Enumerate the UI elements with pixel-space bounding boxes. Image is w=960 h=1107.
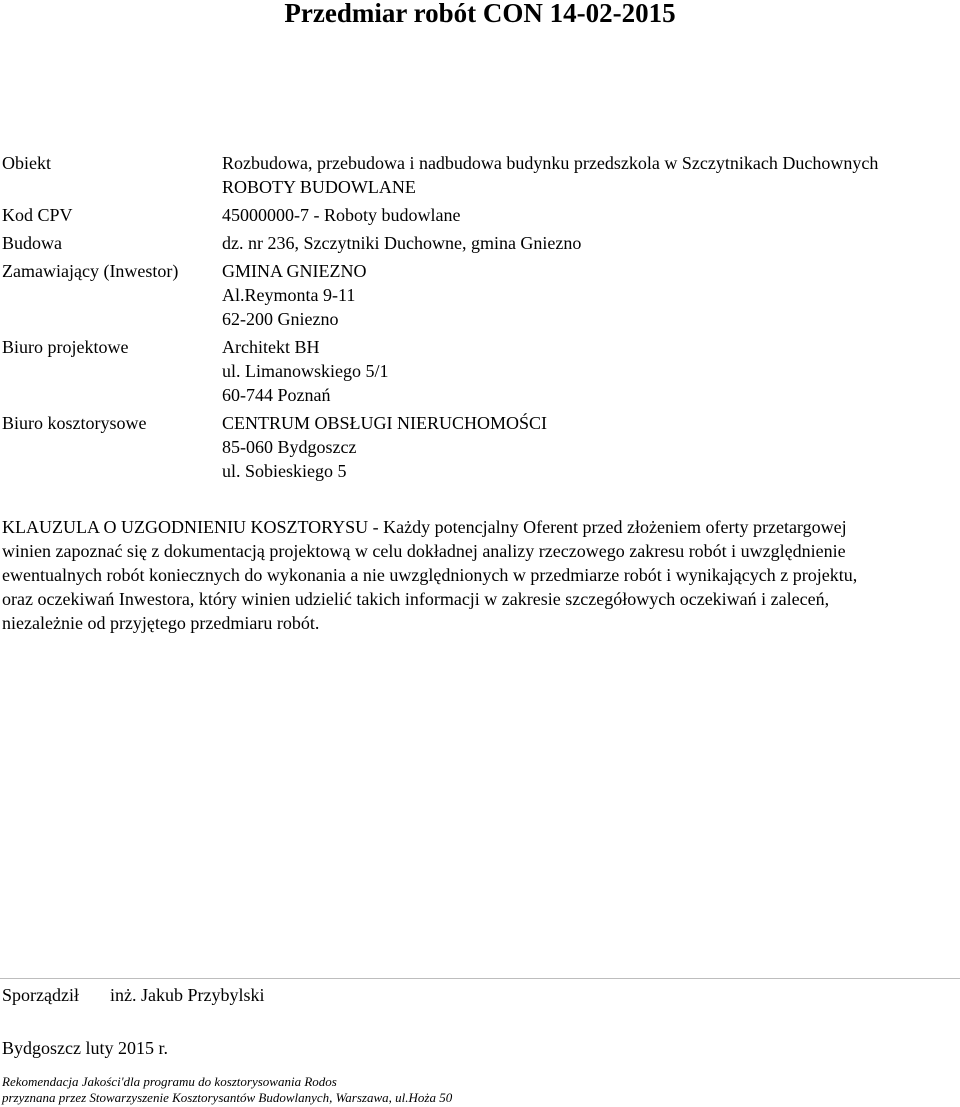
info-label: Zamawiający (Inwestor) — [2, 261, 179, 281]
clause-line: niezależnie od przyjętego przedmiaru robót. — [2, 613, 320, 633]
agreement-clause — [2, 515, 958, 635]
document-title: Przedmiar robót CON 14-02-2015 — [284, 0, 676, 28]
info-label: Biuro projektowe — [2, 337, 129, 357]
info-label: Budowa — [2, 233, 62, 253]
prepared-by — [2, 983, 265, 1007]
clause-line: KLAUZULA O UZGODNIENIU KOSZTORYSU - Każdy potencjalny Oferent przed złożeniem oferty przetargowej — [2, 517, 847, 537]
info-value-line: CENTRUM OBSŁUGI NIERUCHOMOŚCI — [222, 413, 548, 433]
info-row-budowa — [2, 231, 960, 255]
prepared-by-label: Sporządził — [2, 985, 79, 1005]
info-value-line: 45000000-7 - Roboty budowlane — [222, 205, 461, 225]
info-value — [222, 203, 960, 227]
prepared-by-name: inż. Jakub Przybylski — [110, 985, 265, 1005]
info-value-line: ul. Limanowskiego 5/1 — [222, 361, 389, 381]
info-row-kod-cpv — [2, 203, 960, 227]
info-value-line: ul. Sobieskiego 5 — [222, 461, 347, 481]
clause-line: ewentualnych robót koniecznych do wykonania a nie uwzględnionych w przedmiarze robót i wynikających z projektu, — [2, 565, 858, 585]
software-footnote — [2, 1074, 452, 1106]
info-value-line: 60-744 Poznań — [222, 385, 331, 405]
info-value-line: ROBOTY BUDOWLANE — [222, 177, 416, 197]
project-info-table — [2, 151, 960, 483]
info-label: Kod CPV — [2, 205, 73, 225]
info-row-biuro-projektowe — [2, 335, 960, 407]
info-value — [222, 411, 960, 483]
info-value-line: Architekt BH — [222, 337, 320, 357]
info-row-biuro-kosztorysowe — [2, 411, 960, 483]
info-value — [222, 151, 960, 199]
info-value-line: Rozbudowa, przebudowa i nadbudowa budynku przedszkola w Szczytnikach Duchownych — [222, 153, 879, 173]
clause-line: winien zapoznać się z dokumentacją projektową w celu dokładnej analizy rzeczowego zakresu robót i uwzględnienie — [2, 541, 846, 561]
info-row-zamawiajacy — [2, 259, 960, 331]
info-value-line: Al.Reymonta 9-11 — [222, 285, 356, 305]
info-value — [222, 259, 960, 331]
place-and-date: Bydgoszcz luty 2015 r. — [2, 1038, 168, 1058]
clause-line: oraz oczekiwań Inwestora, który winien udzielić takich informacji w zakresie szczegółowych oczekiwań i zaleceń, — [2, 589, 830, 609]
info-row-obiekt — [2, 151, 960, 199]
info-value-line: 62-200 Gniezno — [222, 309, 339, 329]
info-value-line: GMINA GNIEZNO — [222, 261, 367, 281]
info-label: Biuro kosztorysowe — [2, 413, 147, 433]
info-value-line: 85-060 Bydgoszcz — [222, 437, 357, 457]
info-value — [222, 335, 960, 407]
info-label: Obiekt — [2, 153, 51, 173]
footnote-line: przyznana przez Stowarzyszenie Kosztorysantów Budowlanych, Warszawa, ul.Hoża 50 — [2, 1090, 453, 1105]
footer-divider — [0, 978, 960, 979]
footnote-line: Rekomendacja Jakości'dla programu do kosztorysowania Rodos — [2, 1074, 337, 1089]
info-value — [222, 231, 960, 255]
info-value-line: dz. nr 236, Szczytniki Duchowne, gmina Gniezno — [222, 233, 582, 253]
